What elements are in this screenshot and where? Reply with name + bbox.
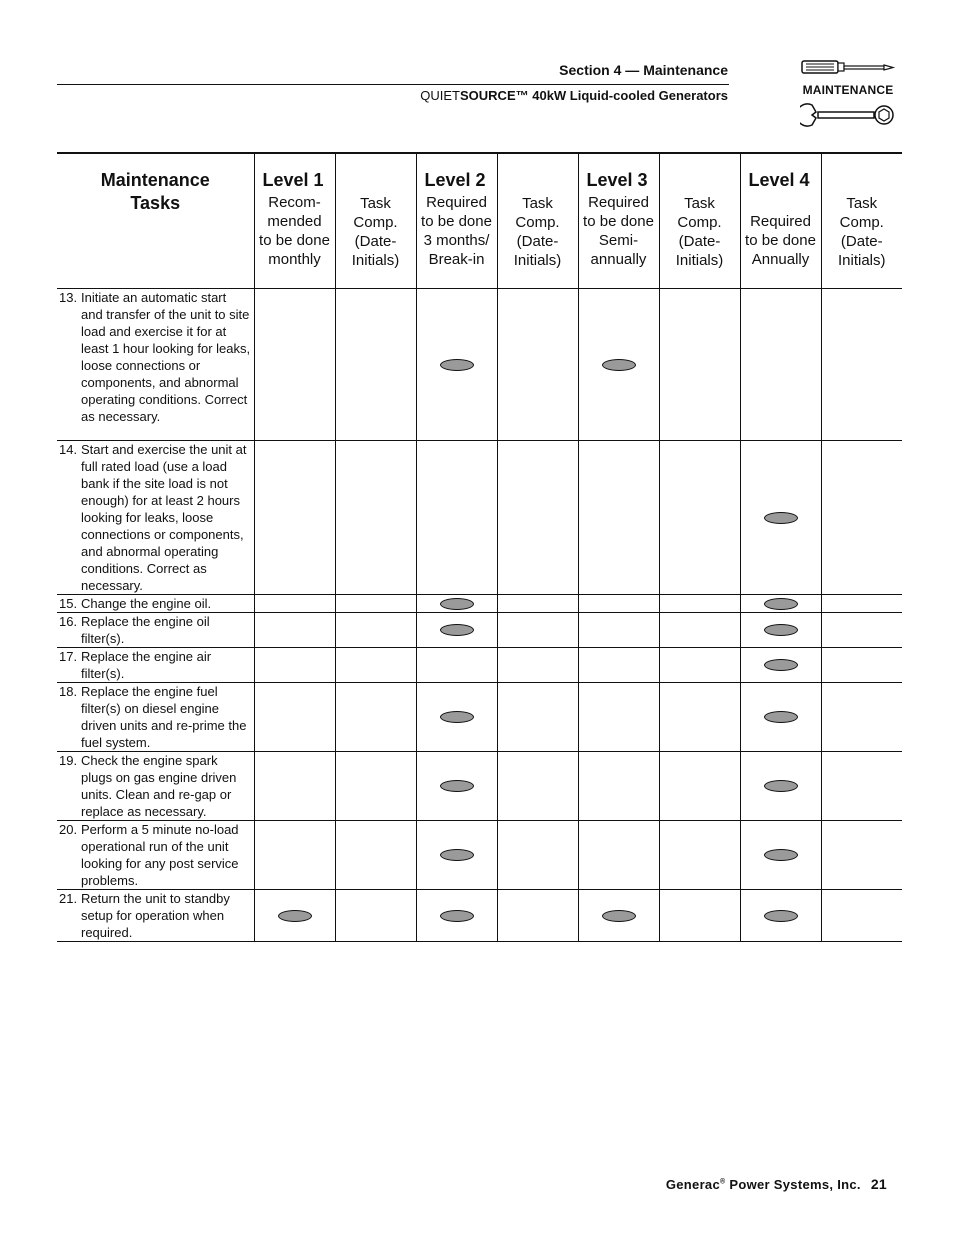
task-completion-cell [335,613,416,648]
table-row [57,595,902,613]
required-indicator-icon [764,711,798,723]
task-completion-cell [497,441,578,595]
table-row [57,683,902,752]
required-indicator-icon [764,624,798,636]
task-completion-cell [659,441,740,595]
header-maintenance-tasks [57,153,254,289]
maintenance-table [57,152,902,942]
task-rows [57,289,902,942]
task-description-cell [57,289,254,441]
maintenance-logo [800,58,896,130]
task-completion-cell [497,648,578,683]
level-title: Level 4 [748,170,810,190]
task-description-cell [57,441,254,595]
product-brand: SOURCE™ [460,88,529,103]
task-description-cell [57,613,254,648]
level-required-cell [416,441,497,595]
task-text: Initiate an automatic start and transfer of the unit to site load and exercise it for at least 1 hour looking for leaks, loose connections or components, and abnormal operating conditions. Correct as necessary. [81,290,251,424]
task-completion-cell [497,821,578,890]
task-completion-cell [659,648,740,683]
required-indicator-icon [764,659,798,671]
level-required-cell [740,648,821,683]
task-number: 17. [59,649,78,664]
level-required-cell [740,613,821,648]
task-header-line2: Tasks [130,193,181,213]
level-required-cell [416,289,497,441]
level-required-cell [416,821,497,890]
task-completion-cell [821,752,902,821]
level-required-cell [578,752,659,821]
section-title: Section 4 — Maintenance [559,62,728,78]
header-level-4 [740,153,821,289]
table-row [57,648,902,683]
level-required-cell [254,441,335,595]
level-required-cell [578,289,659,441]
company-rest: Power Systems, Inc. [725,1177,861,1192]
header-task-comp-1 [335,153,416,289]
task-completion-cell [659,595,740,613]
required-indicator-icon [764,910,798,922]
required-indicator-icon [602,910,636,922]
required-indicator-icon [440,711,474,723]
level-title: Level 3 [586,170,648,190]
task-number: 19. [59,753,78,768]
level-title: Level 1 [262,170,324,190]
header-task-comp-2 [497,153,578,289]
task-completion-cell [335,821,416,890]
level-description: Recom- mended to be done monthly [259,194,330,268]
task-completion-cell [659,289,740,441]
task-text: Check the engine spark plugs on gas engine driven units. Clean and re-gap or replace as necessary. [81,753,237,819]
task-text: Replace the engine fuel filter(s) on diesel engine driven units and re-prime the fuel system. [81,684,247,750]
required-indicator-icon [440,910,474,922]
task-number: 14. [59,442,78,457]
task-completion-cell [497,890,578,942]
required-indicator-icon [764,849,798,861]
task-text: Perform a 5 minute no-load operational run of the unit looking for any post service problems. [81,822,239,888]
task-completion-cell [497,289,578,441]
task-completion-cell [335,648,416,683]
level-required-cell [578,441,659,595]
task-comp-label: Task Comp. (Date- Initials) [837,195,886,269]
task-completion-cell [497,752,578,821]
level-title: Level 2 [424,170,486,190]
task-text: Start and exercise the unit at full rated load (use a load bank if the site load is not enough) for at least 2 hours looking for leaks, loose connections or components, and abnormal operating conditions. Correct as necessary. [81,442,247,593]
task-completion-cell [335,683,416,752]
page-footer [666,1176,887,1192]
table-row [57,752,902,821]
level-required-cell [254,683,335,752]
header-level-3 [578,153,659,289]
table-row [57,289,902,441]
level-required-cell [254,289,335,441]
required-indicator-icon [764,598,798,610]
level-required-cell [578,890,659,942]
header-task-comp-4 [821,153,902,289]
table-row [57,613,902,648]
task-header-line1: Maintenance [100,170,210,190]
task-completion-cell [821,289,902,441]
screwdriver-icon [800,58,896,78]
level-required-cell [740,595,821,613]
company-name: Generac [665,1177,720,1192]
header-level-2 [416,153,497,289]
task-completion-cell [497,613,578,648]
task-completion-cell [821,648,902,683]
level-required-cell [740,890,821,942]
required-indicator-icon [440,780,474,792]
level-required-cell [416,613,497,648]
level-required-cell [578,821,659,890]
task-completion-cell [335,441,416,595]
level-required-cell [740,752,821,821]
level-required-cell [416,683,497,752]
required-indicator-icon [764,780,798,792]
task-completion-cell [335,595,416,613]
required-indicator-icon [602,359,636,371]
task-completion-cell [821,683,902,752]
level-required-cell [740,821,821,890]
task-completion-cell [335,890,416,942]
level-description: Required to be done 3 months/ Break-in [421,194,492,268]
level-required-cell [254,890,335,942]
task-number: 15. [59,596,78,611]
level-required-cell [416,752,497,821]
level-required-cell [740,441,821,595]
level-required-cell [254,648,335,683]
task-completion-cell [821,890,902,942]
level-required-cell [740,683,821,752]
task-text: Change the engine oil. [81,596,212,611]
task-completion-cell [497,683,578,752]
page-number: 21 [870,1176,887,1192]
task-description-cell [57,648,254,683]
product-rest: 40kW Liquid-cooled Generators [528,88,728,103]
level-required-cell [254,595,335,613]
task-completion-cell [821,821,902,890]
task-completion-cell [497,595,578,613]
task-completion-cell [821,613,902,648]
task-text: Replace the engine oil filter(s). [81,614,210,646]
task-completion-cell [821,595,902,613]
task-completion-cell [659,683,740,752]
level-required-cell [740,289,821,441]
wrench-icon [800,100,896,130]
level-required-cell [578,683,659,752]
level-required-cell [416,648,497,683]
logo-label: MAINTENANCE [802,83,894,97]
task-description-cell [57,752,254,821]
header-level-1 [254,153,335,289]
level-required-cell [578,595,659,613]
task-completion-cell [335,752,416,821]
task-description-cell [57,890,254,942]
required-indicator-icon [764,512,798,524]
required-indicator-icon [440,849,474,861]
level-required-cell [578,648,659,683]
level-description: Required to be done Annually [745,213,816,268]
required-indicator-icon [440,359,474,371]
task-completion-cell [821,441,902,595]
level-required-cell [416,890,497,942]
task-number: 18. [59,684,78,699]
level-required-cell [578,613,659,648]
task-text: Replace the engine air filter(s). [81,649,212,681]
task-number: 16. [59,614,78,629]
table-row [57,890,902,942]
table-row [57,441,902,595]
table-row [57,821,902,890]
registered-mark: ® [720,1178,726,1186]
task-text: Return the unit to standby setup for operation when required. [81,891,230,940]
task-completion-cell [659,752,740,821]
product-title [420,88,728,103]
task-comp-label: Task Comp. (Date- Initials) [675,195,724,269]
header-task-comp-3 [659,153,740,289]
task-description-cell [57,683,254,752]
level-description: Required to be done Semi- annually [583,194,654,268]
task-number: 20. [59,822,78,837]
table-header-row [57,153,902,289]
task-comp-label: Task Comp. (Date- Initials) [351,195,400,269]
task-description-cell [57,595,254,613]
task-number: 13. [59,290,78,305]
level-required-cell [254,752,335,821]
level-required-cell [254,613,335,648]
header-divider [57,84,729,85]
required-indicator-icon [440,598,474,610]
product-prefix: QUIET [420,88,460,103]
task-comp-label: Task Comp. (Date- Initials) [513,195,562,269]
task-completion-cell [335,289,416,441]
level-required-cell [254,821,335,890]
task-completion-cell [659,821,740,890]
task-completion-cell [659,613,740,648]
task-description-cell [57,821,254,890]
required-indicator-icon [278,910,312,922]
task-completion-cell [659,890,740,942]
task-number: 21. [59,891,78,906]
level-required-cell [416,595,497,613]
required-indicator-icon [440,624,474,636]
